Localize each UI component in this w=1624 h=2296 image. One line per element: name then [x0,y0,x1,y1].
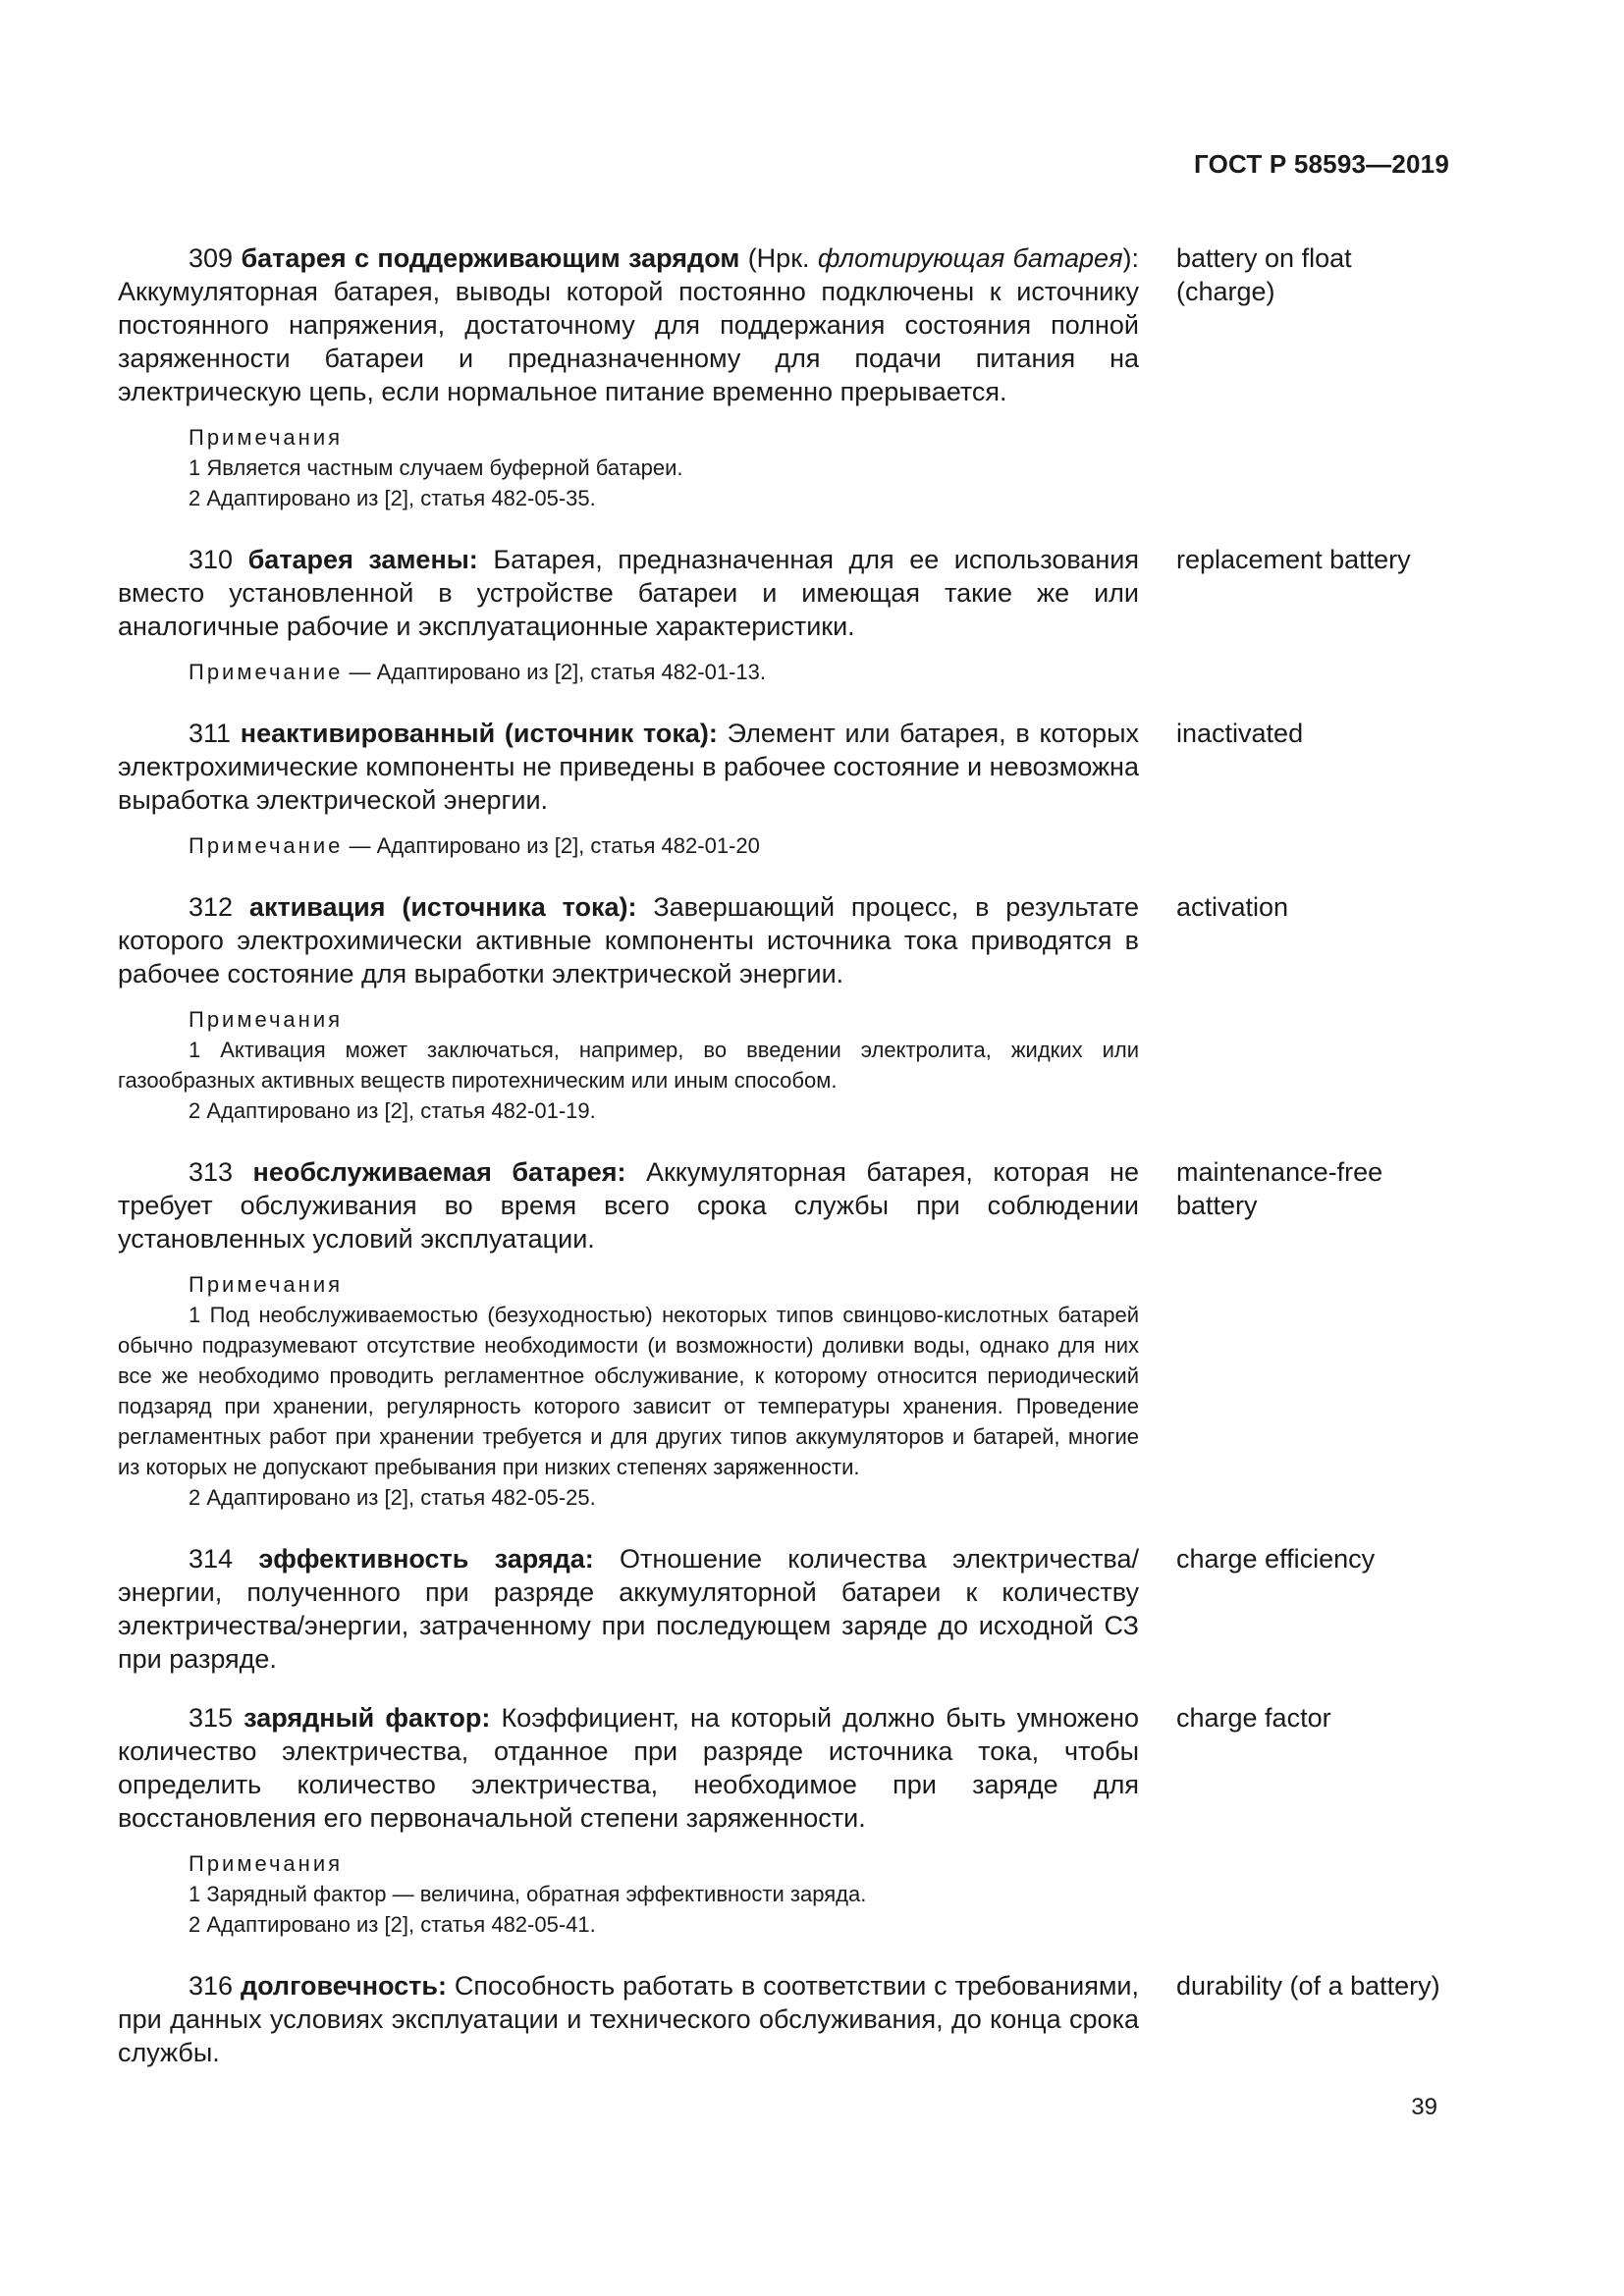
entry-notes [118,830,1139,861]
entry-term: эффективность заряда: [258,1544,594,1574]
entry-english-term: activation [1176,892,1289,922]
entry-number: 311 [189,719,232,748]
entry-definition [118,241,1139,408]
entry-definition-text: Элемент или батарея, в которых электрохимические компоненты не приведены в рабочее состояние и невозможна выработка электрической энергии. [118,719,1139,815]
entry-body [118,1969,1139,2069]
document-header: ГОСТ Р 58593—2019 [1194,149,1449,179]
page-number: 39 [1411,2094,1437,2120]
entry-definition-text: Способность работать в соответствии с требованиями, при данных условиях эксплуатации и технического обслуживания, до конца срока службы. [118,1971,1139,2067]
note-item: 1 Является частным случаем буферной батареи. [189,455,683,480]
entry-definition [118,1542,1139,1676]
entry-body [118,1542,1139,1676]
entry-body [118,717,1139,879]
entry-english-term: maintenance-free battery [1176,1157,1383,1220]
entry-definition-text: Батарея, предназначенная для ее использования вместо установленной в устройстве батареи и имеющая такие же или аналогичные рабочие и эксплуатационные характеристики. [118,545,1140,641]
note-label: Примечание [189,833,344,858]
entry-term: неактивированный (источник тока): [240,719,718,748]
note-item: 2 Адаптировано из [2], статья 482-05-41. [189,1912,596,1937]
entry-body [118,1155,1139,1530]
note-item [118,657,1139,687]
glossary-content [118,241,1453,2081]
entry-number: 310 [189,545,234,574]
entry-definition [118,1155,1139,1255]
entry-number: 316 [189,1971,234,2001]
entry-term: активация (источника тока): [248,892,637,922]
note-item: 1 Активация может заключаться, например, во введении электролита, жидких или газообразных активных веществ пиротехническим или иным способом. [118,1038,1139,1093]
entry-definition-text: Завершающий процесс, в результате которого электрохимически активные компоненты источника тока приводятся в рабочее состояние для выработки электрической энергии. [118,892,1139,988]
entry-synonym: флотирующая батарея [817,243,1123,273]
entry-english-term: battery on float (charge) [1176,243,1352,306]
entry-definition [118,1701,1139,1835]
entry-number: 313 [189,1157,234,1187]
entry-definition [118,717,1139,817]
note-item: 2 Адаптировано из [2], статья 482-05-25. [189,1485,596,1510]
note-item [118,830,1139,861]
entry-term: долговечность: [240,1971,447,2001]
entry-english-term: inactivated [1176,719,1304,748]
entry-number: 314 [189,1544,234,1574]
entry-notes [118,1004,1139,1126]
entry-body [118,241,1139,531]
entry-term: батарея замены: [247,545,478,574]
entry-number: 309 [189,243,234,273]
glossary-entry [118,1701,1453,1957]
entry-body [118,543,1139,705]
notes-heading: Примечания [189,1851,344,1876]
entry-notes [118,1269,1139,1513]
entry-synonym-prefix: (Нрк. [739,243,818,273]
note-text: — Адаптировано из [2], статья 482-01-20 [343,833,760,858]
entry-notes [118,1848,1139,1940]
entry-definition [118,1969,1139,2069]
glossary-entry [118,1155,1453,1530]
glossary-entry [118,1969,1453,2069]
note-label: Примечание [189,660,344,684]
entry-english-term: charge factor [1176,1703,1331,1733]
entry-definition [118,890,1139,990]
note-item: 1 Зарядный фактор — величина, обратная эффективности заряда. [189,1882,867,1906]
entry-definition-text: ): Аккумуляторная батарея, выводы которой постоянно подключены к источнику постоянного напряжения, достаточному для поддержания состояния полной заряженности батареи и предназначенному для подачи питания на электрическую цепь, если нормальное питание временно прерывается. [118,243,1139,406]
glossary-entry [118,241,1453,531]
entry-definition-text: Аккумуляторная батарея, которая не требует обслуживания во время всего срока службы при соблюдении установленных условий эксплуатации. [118,1157,1139,1254]
note-text: — Адаптировано из [2], статья 482-01-13. [343,660,766,684]
entry-english-term: charge efficiency [1176,1544,1376,1574]
entry-definition-text: Отношение количества электричества/энергии, полученного при разряде аккумуляторной батареи к количеству электричества/энергии, затраченному при последующем заряде до исходной СЗ при разряде. [118,1544,1139,1674]
notes-heading: Примечания [189,1007,344,1032]
entry-definition [118,543,1139,643]
note-item: 2 Адаптировано из [2], статья 482-05-35. [189,486,596,510]
note-item: 1 Под необслуживаемостью (безуходностью) некоторых типов свинцово-кислотных батарей обычно подразумевают отсутствие необходимости (и возможности) доливки воды, однако для них все же необходимо проводить регламентное обслуживание, к которому относится периодический подзаряд при хранении, регулярность которого зависит от температуры хранения. Проведение регламентных работ при хранении требуется и для других типов аккумуляторов и батарей, многие из которых не допускают пребывания при низких степенях заряженности. [118,1303,1139,1479]
entry-english-term: replacement battery [1176,545,1411,574]
glossary-entry [118,1542,1453,1676]
glossary-entry [118,890,1453,1144]
entry-body [118,890,1139,1144]
entry-term: зарядный фактор: [244,1703,491,1733]
entry-term: необслуживаемая батарея: [252,1157,626,1187]
entry-definition-text: Коэффициент, на который должно быть умножено количество электричества, отданное при разряде источника тока, чтобы определить количество электричества, необходимое при заряде для восстановления его первоначальной степени заряженности. [118,1703,1139,1833]
notes-heading: Примечания [189,425,344,450]
note-item: 2 Адаптировано из [2], статья 482-01-19. [189,1098,596,1123]
entry-term: батарея с поддерживающим зарядом [241,243,740,273]
entry-number: 312 [189,892,234,922]
glossary-entry [118,543,1453,705]
notes-heading: Примечания [189,1272,344,1297]
entry-notes [118,657,1139,687]
entry-number: 315 [189,1703,234,1733]
entry-body [118,1701,1139,1957]
glossary-entry [118,717,1453,879]
entry-notes [118,422,1139,513]
entry-english-term: durability (of a battery) [1176,1971,1440,2001]
